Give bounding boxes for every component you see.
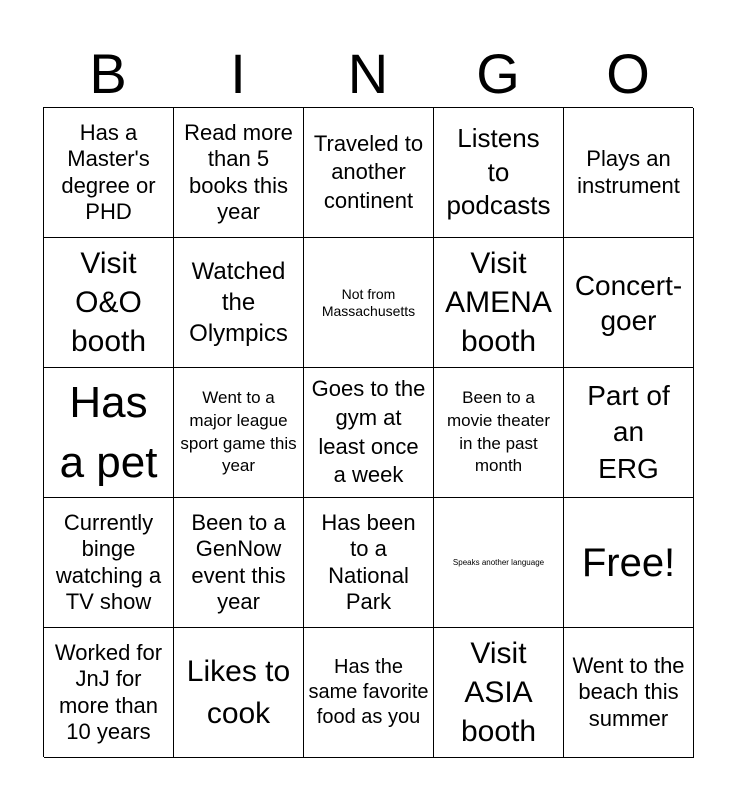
bingo-cell-text: Likes to cook (186, 654, 291, 730)
header-letter-b: B (89, 42, 127, 105)
bingo-cell-text: Visit AMENA booth (445, 247, 552, 358)
bingo-cell-text: Visit ASIA booth (460, 637, 537, 748)
bingo-cell[interactable] (304, 368, 434, 498)
bingo-card-grid (43, 107, 693, 757)
bingo-cell[interactable] (564, 368, 694, 498)
bingo-cell[interactable] (304, 108, 434, 238)
bingo-cell[interactable] (174, 628, 304, 758)
free-space-text: Free! (581, 540, 676, 585)
bingo-cell[interactable] (304, 238, 434, 368)
bingo-cell-text: Part of an ERG (587, 379, 670, 484)
bingo-cell[interactable] (434, 628, 564, 758)
bingo-cell[interactable] (564, 238, 694, 368)
bingo-cell-text: Traveled to another continent (313, 130, 424, 213)
bingo-cell-text: Has been to a National Park (321, 509, 416, 614)
bingo-cell-text: Visit O&O booth (70, 247, 147, 358)
bingo-cell-text: Watched the Olympics (189, 257, 288, 348)
bingo-cell-text: Been to a GenNow event this year (191, 509, 286, 614)
bingo-cell-text: Currently binge watching a TV show (55, 509, 162, 614)
header-letter-o: O (606, 42, 650, 105)
bingo-cell[interactable] (174, 108, 304, 238)
bingo-cell-text: Goes to the gym at least once a week (311, 376, 426, 488)
bingo-cell-text: Went to a major league sport game this year (180, 387, 297, 476)
header-letter-g: G (476, 42, 520, 105)
bingo-cell[interactable] (44, 108, 174, 238)
bingo-cell[interactable] (434, 238, 564, 368)
bingo-cell[interactable] (304, 628, 434, 758)
bingo-cell-text: Not from Massachusetts (321, 285, 416, 319)
bingo-cell-text: Concert-goer (574, 269, 683, 336)
bingo-cell[interactable] (174, 238, 304, 368)
bingo-cell[interactable] (174, 368, 304, 498)
bingo-cell[interactable] (434, 108, 564, 238)
bingo-cell-text: Worked for JnJ for more than 10 years (54, 639, 163, 744)
bingo-cell-text: Plays an instrument (577, 146, 680, 198)
bingo-cell-text: Has a Master's degree or PHD (61, 119, 156, 224)
bingo-cell[interactable] (44, 238, 174, 368)
bingo-cell-text: Has the same favorite food as you (308, 656, 429, 728)
free-space-cell[interactable] (564, 498, 694, 628)
bingo-header (43, 42, 693, 106)
bingo-cell-text: Went to the beach this summer (572, 652, 685, 731)
bingo-cell[interactable] (44, 498, 174, 628)
header-letter-i: I (230, 42, 246, 105)
bingo-cell-text: Has a pet (59, 378, 158, 487)
bingo-cell[interactable] (434, 368, 564, 498)
header-letter-n: N (347, 42, 389, 105)
bingo-cell[interactable] (44, 628, 174, 758)
bingo-cell-text: Listens to podcasts (446, 122, 551, 221)
bingo-cell[interactable] (564, 628, 694, 758)
bingo-cell[interactable] (44, 368, 174, 498)
bingo-cell-text: Read more than 5 books this year (184, 119, 293, 224)
bingo-cell-text: Been to a movie theater in the past month (447, 387, 550, 476)
bingo-cell[interactable] (304, 498, 434, 628)
bingo-cell[interactable] (564, 108, 694, 238)
bingo-cell[interactable] (174, 498, 304, 628)
bingo-cell[interactable] (434, 498, 564, 628)
bingo-cell-text: Speaks another language (452, 557, 545, 567)
